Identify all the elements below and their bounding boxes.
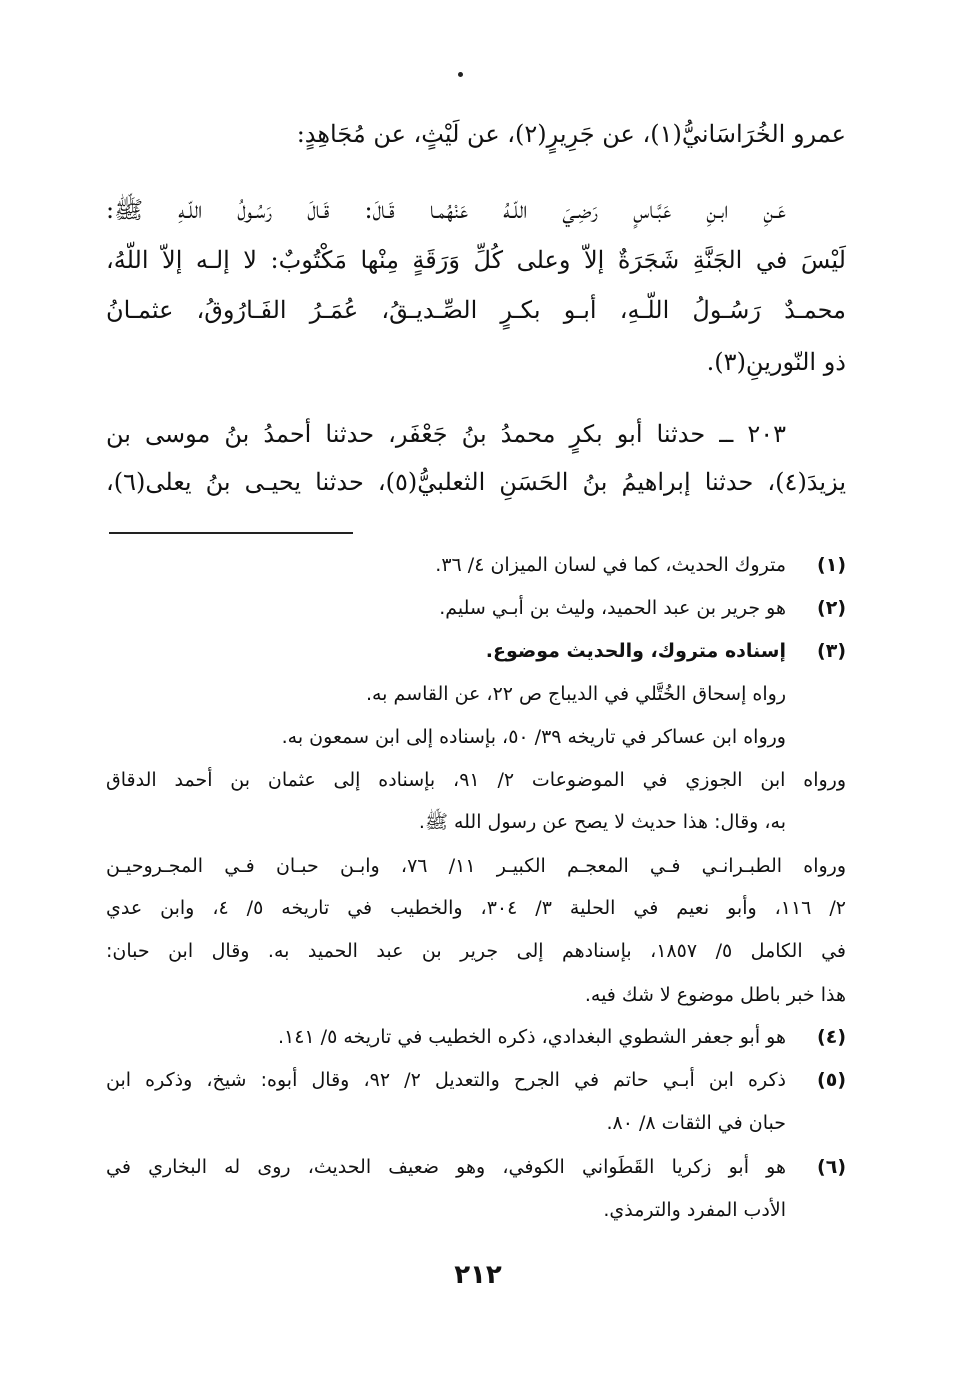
footnote-text: متروك الحديث، كما في لسان الميزان ٤/ ٣٦. [435, 554, 786, 576]
footnote-number: (٢) [817, 597, 846, 619]
footnote-detail-line: ٢/ ١١٦، وأبو نعيم في الحلية ٣/ ٣٠٤، والخطيب في تاريخه ٥/ ٤، وابن عدي [106, 897, 846, 919]
footnote-text: حبان في الثقات ٨/ ٨٠. [606, 1112, 786, 1134]
footnote-number: (٦) [817, 1156, 846, 1178]
footnote-detail-line: ورواه ابن عساكر في تاريخه ٣٩/ ٥٠، بإسناده إلى ابن سمعون به. [281, 726, 786, 748]
hadith-number-line: ٢٠٣ ــ حدثنا أبو بكرٍ محمدُ بنُ جَعْفَر، حدثنا أحمدُ بنُ موسى بن [106, 420, 786, 448]
footnote-number: (١) [817, 554, 846, 576]
footnote-detail-line: ورواه ابن الجوزي في الموضوعات ٢/ ٩١، بإسناده إلى عثمان بن أحمد الدقاق [106, 769, 846, 791]
footnote-detail-line: في الكامل ٥/ ١٨٥٧، بإسنادهم إلى جرير بن عبد الحميد به. وقال ابن حبان: [106, 940, 846, 962]
footnote-text: هو أبو جعفر الشطوي البغدادي، ذكره الخطيب في تاريخه ٥/ ١٤١. [277, 1026, 786, 1048]
footnote-text: الأدب المفرد والترمذي. [603, 1199, 786, 1221]
main-text-line: يزيدَ(٤)، حدثنا إبراهيمُ بنُ الحَسَنِ الثعلبيُّ(٥)، حدثنا يحيـى بنُ يعلى(٦)، [106, 468, 846, 496]
footnote-number: (٣) [817, 640, 846, 662]
footnote-number: (٥) [817, 1069, 846, 1091]
footnote-text: إسناده متروك، والحديث موضوع. [485, 640, 786, 662]
page-number: ٢١٢ [454, 1260, 502, 1290]
footnote-detail-line: ورواه الطبـرانـي فـي المعجـم الكبيـر ١١/ ٧٦، وابـن حبـان فـي المجـروحيـن [106, 855, 846, 877]
footnote-detail-line: رواه إسحاق الخُتَّلي في الديباج ص ٢٢، عن القاسم به. [365, 683, 786, 705]
hadith-text-line: عَـنِ ابـنِ عَبَّـاسٍ رَضِـيَ اللّـهُ عَنْهُمـا قَـالَ: قَـالَ رَسُـولُ اللّـهِ ﷺ: [106, 196, 786, 224]
main-text-line: عمرو الخُرَاسَانيُّ(١)، عن جَرِيرٍ(٢)، عن لَيْثٍ، عن مُجَاهِدٍ: [296, 120, 846, 148]
hadith-text-line: ذو النّورينِ(٣). [706, 348, 846, 376]
hadith-text-line: محمـدٌ رَسُـولُ اللّـهِ، أبـو بكـرٍ الصِّـديـقُ، عُمَـرُ الفَـارُوقُ، عثمـانُ [106, 296, 846, 324]
footnote-detail-line: به، وقال: هذا حديث لا يصح عن رسول الله ﷺ. [418, 811, 786, 833]
footnote-detail-line: هذا خبر باطل موضوع لا شك فيه. [584, 984, 846, 1006]
footnote-text: هو أبو زكريا القَطَواني الكوفي، وهو ضعيف الحديث، روى له البخاري في [106, 1156, 786, 1178]
footnote-text: هو جرير بن عبد الحميد، وليث بن أبـي سليم. [439, 597, 786, 619]
footnote-number: (٤) [817, 1026, 846, 1048]
footnote-separator [109, 532, 353, 534]
hadith-text-line: لَيْسَ في الجَنَّةِ شَجَرَةٌ إلاّ وعلى كُلِّ وَرَقَةٍ مِنْها مَكْتُوبٌ: لا إلـه إلاّ اللّهُ، [106, 246, 846, 274]
footnote-text: ذكره ابن أبـي حاتم في الجرح والتعديل ٢/ ٩٢، وقال أبوه: شيخ، وذكره ابن [106, 1069, 786, 1091]
top-dot [458, 72, 463, 77]
